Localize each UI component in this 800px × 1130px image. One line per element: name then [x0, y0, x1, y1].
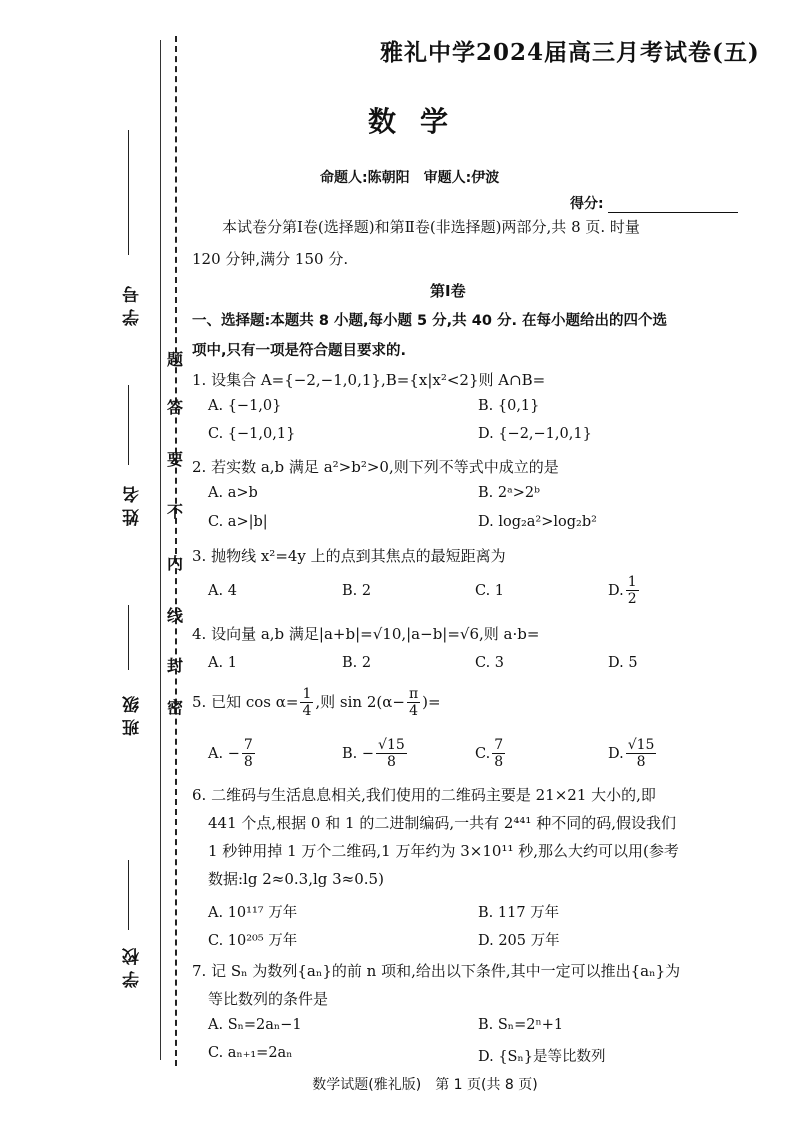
page-footer: 数学试题(雅礼版) 第 1 页(共 8 页): [312, 1077, 538, 1093]
student-id-label: 学号: [123, 280, 143, 326]
q1-option-c[interactable]: C. {−1,0,1}: [208, 426, 296, 442]
q3-option-d[interactable]: [608, 575, 641, 606]
q1-option-d[interactable]: D. {−2,−1,0,1}: [478, 426, 592, 442]
fraction-denominator: 4: [302, 702, 312, 719]
fraction-denominator: 8: [636, 754, 646, 770]
question-3-stem: 3. 抛物线 x²=4y 上的点到其焦点的最短距离为: [192, 547, 506, 565]
fraction-denominator: 8: [386, 754, 396, 770]
school-field[interactable]: [128, 860, 129, 930]
seal-char: 要: [166, 450, 183, 469]
question-7-line-1: 7. 记 Sₙ 为数列{aₙ}的前 n 项和,给出以下条件,其中一定可以推出{aₙ}为: [192, 962, 681, 980]
seal-char: 题: [166, 350, 183, 369]
question-1-stem: 1. 设集合 A={−2,−1,0,1},B={x|x²<2}则 A∩B=: [192, 371, 546, 389]
q7-option-d[interactable]: D. {Sₙ}是等比数列: [478, 1049, 606, 1065]
section-heading-1: 一、选择题:本题共 8 小题,每小题 5 分,共 40 分. 在每小题给出的四个选: [192, 313, 668, 329]
q3-option-a[interactable]: A. 4: [208, 583, 237, 599]
fraction-denominator: 4: [409, 702, 418, 719]
fraction-numerator: 7: [494, 737, 504, 753]
option-fraction: [626, 738, 657, 769]
name-field[interactable]: [128, 385, 129, 465]
option-fraction: [492, 738, 505, 769]
name-label: 姓名: [123, 480, 143, 526]
q2-option-d[interactable]: D. log₂a²>log₂b²: [478, 514, 597, 530]
question-6-line-2: 441 个点,根据 0 和 1 的二进制编码,一共有 2⁴⁴¹ 种不同的码,假设我们: [208, 814, 676, 832]
class-field[interactable]: [128, 605, 129, 670]
exam-title: 雅礼中学2024届高三月考试卷(五): [380, 39, 760, 66]
fraction-numerator: π: [408, 685, 419, 702]
section-heading-2: 项中,只有一项是符合题目要求的.: [192, 343, 407, 359]
authors-line: 命题人:陈朝阳 审题人:伊波: [320, 170, 500, 186]
question-6-line-4: 数据:lg 2≈0.3,lg 3≈0.5): [208, 870, 384, 888]
q3-option-b[interactable]: B. 2: [342, 583, 372, 599]
q2-option-b[interactable]: B. 2ᵃ>2ᵇ: [478, 485, 540, 501]
question-4-stem: 4. 设向量 a,b 满足|a+b|=√10,|a−b|=√6,则 a·b=: [192, 625, 540, 643]
q7-option-a[interactable]: A. Sₙ=2aₙ−1: [208, 1017, 302, 1033]
seal-dashed-line: [175, 36, 177, 1066]
question-6-line-3: 1 秒钟用掉 1 万个二维码,1 万年约为 3×10¹¹ 秒,那么大约可以用(参考: [208, 842, 679, 860]
q4-option-a[interactable]: A. 1: [208, 655, 237, 671]
fraction-numerator: √15: [378, 737, 405, 753]
q7-option-c[interactable]: C. aₙ₊₁=2aₙ: [208, 1045, 293, 1061]
seal-char: 密: [166, 698, 183, 717]
q6-option-b[interactable]: B. 117 万年: [478, 905, 560, 921]
seal-char: 内: [166, 554, 183, 573]
question-5-stem: [192, 684, 441, 720]
q5-stem-part: ,则 sin 2(α−: [315, 693, 405, 711]
q5-option-d[interactable]: [608, 738, 658, 769]
q6-option-d[interactable]: D. 205 万年: [478, 933, 560, 949]
q5-fraction-cos: [300, 687, 313, 718]
q1-option-a[interactable]: A. {−1,0}: [208, 398, 282, 414]
score-blank[interactable]: [608, 197, 738, 213]
option-label: B. −: [342, 745, 375, 762]
fraction-numerator: 7: [243, 737, 253, 753]
q6-option-c[interactable]: C. 10²⁰⁵ 万年: [208, 933, 298, 949]
q3-option-d-label: D.: [608, 582, 624, 599]
q5-option-b[interactable]: [342, 738, 409, 769]
intro-line-2: 120 分钟,满分 150 分.: [192, 250, 349, 268]
q7-option-b[interactable]: B. Sₙ=2ⁿ+1: [478, 1017, 564, 1033]
q3-option-c[interactable]: C. 1: [475, 583, 505, 599]
fraction-numerator: 1: [627, 574, 637, 590]
question-6-line-1: 6. 二维码与生活息息相关,我们使用的二维码主要是 21×21 大小的,即: [192, 786, 656, 804]
fraction-numerator: 1: [302, 685, 312, 702]
seal-char: 线: [166, 606, 183, 625]
subject-title: 数学: [367, 105, 472, 138]
score-label: 得分:: [570, 196, 604, 212]
fraction-denominator: 2: [627, 591, 637, 607]
q5-fraction-pi: [407, 687, 420, 718]
q3-option-d-fraction: [626, 575, 639, 606]
fraction-denominator: 8: [494, 754, 504, 770]
q4-option-c[interactable]: C. 3: [475, 655, 505, 671]
option-fraction: [376, 738, 407, 769]
q6-option-a[interactable]: A. 10¹¹⁷ 万年: [208, 905, 298, 921]
seal-solid-line: [160, 40, 161, 1060]
q5-stem-part: )=: [422, 693, 441, 711]
q2-option-c[interactable]: C. a>|b|: [208, 514, 268, 530]
q5-option-c[interactable]: [475, 738, 507, 769]
section-title: 第Ⅰ卷: [430, 282, 466, 300]
option-label: D.: [608, 745, 624, 762]
seal-char: 不: [166, 502, 183, 521]
question-7-line-2: 等比数列的条件是: [208, 990, 329, 1008]
class-label: 班级: [123, 690, 143, 736]
school-label: 学校: [123, 942, 143, 988]
score-field[interactable]: [570, 193, 738, 213]
fraction-denominator: 8: [243, 754, 253, 770]
intro-line-1: 本试卷分第Ⅰ卷(选择题)和第Ⅱ卷(非选择题)两部分,共 8 页. 时量: [222, 218, 640, 236]
seal-char: 封: [166, 656, 183, 675]
option-fraction: [242, 738, 255, 769]
option-label: C.: [475, 745, 491, 762]
q5-option-a[interactable]: [208, 738, 257, 769]
option-label: A. −: [208, 745, 240, 762]
q2-option-a[interactable]: A. a>b: [208, 485, 258, 501]
fraction-numerator: √15: [627, 737, 655, 753]
seal-char: 答: [166, 398, 183, 417]
binding-margin: [0, 0, 185, 1130]
question-2-stem: 2. 若实数 a,b 满足 a²>b²>0,则下列不等式中成立的是: [192, 458, 559, 476]
q1-option-b[interactable]: B. {0,1}: [478, 398, 540, 414]
q4-option-d[interactable]: D. 5: [608, 655, 638, 671]
q5-stem-part: 5. 已知 cos α=: [192, 693, 299, 711]
q4-option-b[interactable]: B. 2: [342, 655, 372, 671]
student-id-field[interactable]: [128, 130, 129, 255]
